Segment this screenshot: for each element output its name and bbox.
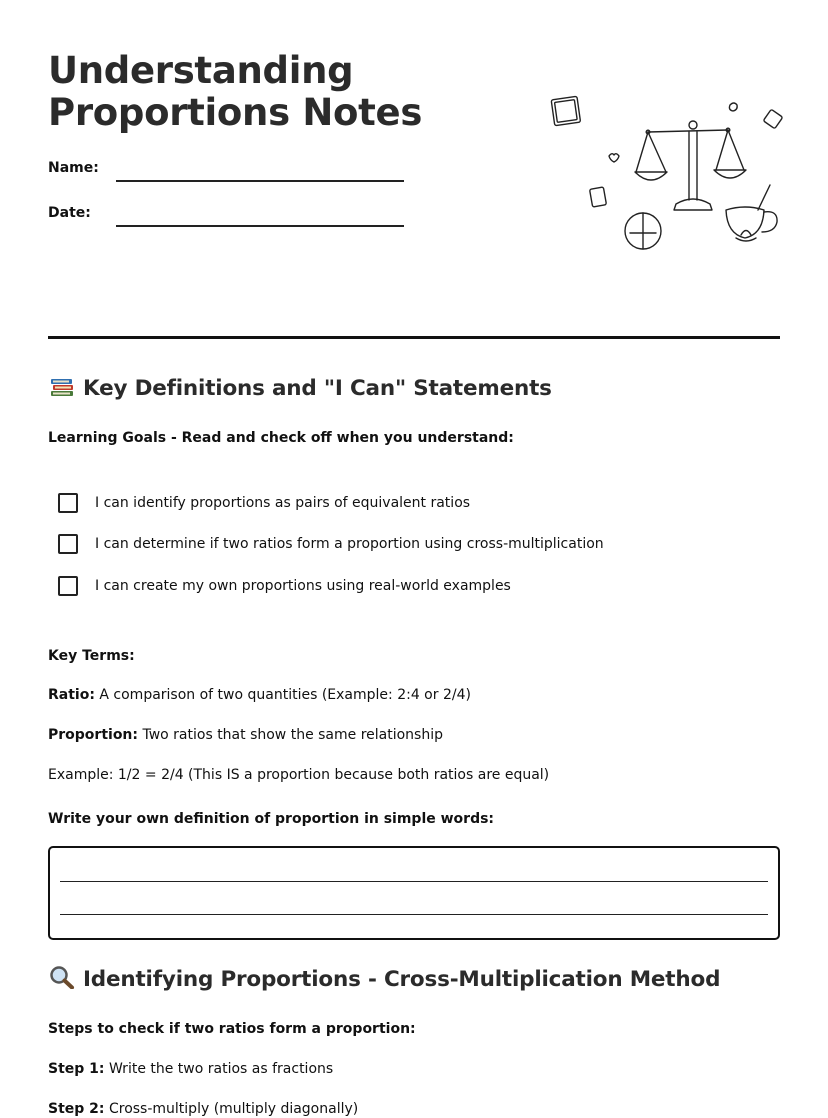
own-definition-answer-box[interactable] — [48, 846, 780, 940]
step-2 — [48, 1101, 358, 1117]
name-field[interactable] — [116, 180, 404, 182]
step-2-text: Cross-multiply (multiply diagonally) — [108, 1101, 359, 1117]
goal-item-2 — [58, 532, 604, 556]
steps-label: Steps to check if two ratios form a proportion: — [48, 1021, 416, 1037]
section-divider — [48, 336, 780, 339]
title-line-1: Understanding — [48, 49, 354, 92]
step-1-text: Write the two ratios as fractions — [108, 1061, 334, 1077]
date-label: Date: — [48, 205, 91, 221]
goal-item-3 — [58, 574, 511, 598]
goal-item-1 — [58, 491, 470, 515]
goal-text-3: I can create my own proportions using real-world examples — [95, 578, 511, 594]
magnifier-icon — [48, 965, 76, 989]
own-definition-prompt: Write your own definition of proportion in simple words: — [48, 811, 495, 827]
ratio-def: A comparison of two quantities (Example: 2:4 or 2/4) — [99, 687, 471, 703]
goal-checkbox-1[interactable] — [58, 493, 78, 513]
proportion-definition — [48, 727, 443, 743]
step-1-label: Step 1: — [48, 1061, 105, 1077]
ratio-term: Ratio: — [48, 687, 95, 703]
goal-checkbox-3[interactable] — [58, 576, 78, 596]
section-title-definitions: Key Definitions and "I Can" Statements — [83, 376, 552, 401]
proportion-term: Proportion: — [48, 727, 139, 743]
proportion-example: Example: 1/2 = 2/4 (This IS a proportion because both ratios are equal) — [48, 767, 550, 783]
learning-goals-label: Learning Goals - Read and check off when you understand: — [48, 430, 514, 446]
balance-scale-icon — [538, 88, 788, 258]
key-terms-label: Key Terms: — [48, 648, 135, 664]
section-heading-definitions — [48, 374, 552, 401]
name-label: Name: — [48, 160, 99, 176]
books-icon — [48, 374, 76, 398]
section-title-cross-multiplication: Identifying Proportions - Cross-Multiplication Method — [83, 967, 721, 992]
goal-text-1: I can identify proportions as pairs of equivalent ratios — [95, 495, 471, 511]
proportion-def: Two ratios that show the same relationship — [142, 727, 443, 743]
step-1 — [48, 1061, 333, 1077]
ratio-definition — [48, 687, 471, 703]
goal-checkbox-2[interactable] — [58, 534, 78, 554]
answer-line-1 — [60, 881, 768, 882]
page-title — [48, 50, 422, 134]
answer-line-2 — [60, 914, 768, 915]
goal-text-2: I can determine if two ratios form a proportion using cross-multiplication — [95, 536, 604, 552]
step-2-label: Step 2: — [48, 1101, 105, 1117]
date-field[interactable] — [116, 225, 404, 227]
section-heading-cross-multiplication — [48, 965, 720, 992]
title-line-2: Proportions Notes — [48, 91, 423, 134]
